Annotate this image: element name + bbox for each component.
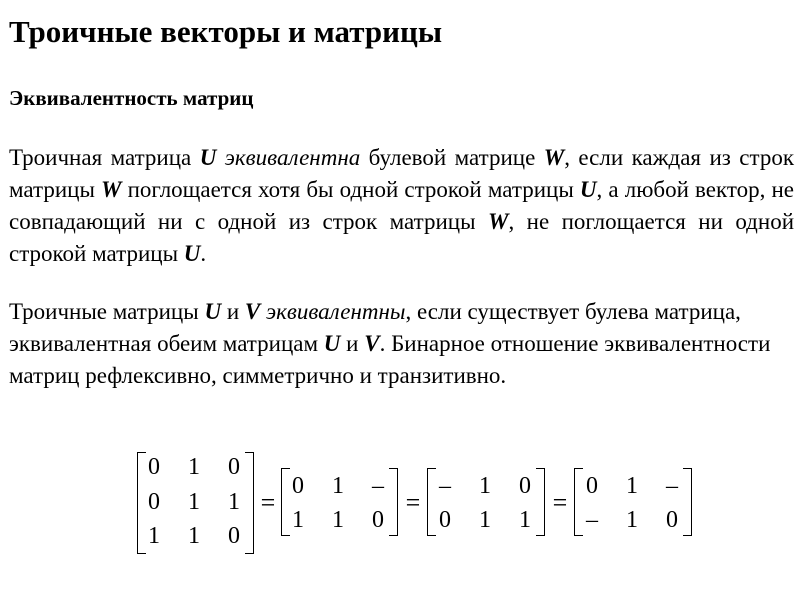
text-segment: W [101,177,122,202]
matrix-cell: 1 [626,507,638,533]
text-segment: , не поглощается ни одной строкой матрицы [9,209,794,266]
text-segment: V [364,331,380,356]
text-segment: W [543,145,565,170]
text-segment: . Бинарное отношение эквивалентности матриц рефлексивно, симметрично и транзитивно. [9,331,771,388]
matrix-cell: 0 [228,454,240,480]
text-segment: и [340,331,365,356]
matrix-cell: 1 [519,507,531,533]
text-segment: , если каждая из строк матрицы [9,145,794,202]
matrix-cell: 0 [148,454,160,480]
text-segment: булевой матрице [360,145,544,170]
text-segment: , если существует булева матрица, эквивалентная обеим матрицам [9,299,741,356]
text-segment: U [204,299,222,324]
matrix-cell: 0 [228,523,240,549]
matrix-cell: 1 [188,523,200,549]
equals-sign: = [405,488,421,517]
matrix-1 [137,452,254,554]
text-segment: эквивалентна [224,145,361,170]
matrix-cell: 1 [188,489,200,515]
equals-sign: = [552,488,568,517]
section-subtitle: Эквивалентность матриц [9,86,254,110]
text-segment: U [199,145,217,170]
matrix-cell: – [586,507,598,533]
text-segment: U [323,331,341,356]
text-segment: U [579,177,597,202]
matrix-cell: 0 [666,507,678,533]
text-segment: U [183,241,201,266]
matrix-cell: 1 [479,473,491,499]
text-segment: , а любой вектор, не совпадающий ни с одной из строк матрицы [9,177,795,234]
matrix-cell: – [439,473,451,499]
matrix-cell: 1 [332,473,344,499]
matrix-4 [574,468,692,536]
text-segment: V [244,299,261,324]
matrix-cell: 1 [332,507,344,533]
matrix-cell: 0 [372,507,384,533]
matrix-cell: 0 [519,473,531,499]
matrix-cell: 1 [188,454,200,480]
matrix-2 [281,468,398,536]
matrix-cell: 1 [148,523,160,549]
slide-title: Троичные векторы и матрицы [9,14,443,49]
text-segment: Троичные матрицы [9,299,205,324]
text-segment: и [221,299,245,324]
matrix-cell: – [372,473,384,499]
matrix-cell: 1 [228,489,240,515]
matrix-cell: – [666,473,678,499]
matrix-cell: 1 [292,507,304,533]
text-segment: W [488,209,509,234]
text-segment: Троичная матрица [9,145,200,170]
matrix-cell: 0 [439,507,451,533]
text-segment: поглощается хотя бы одной строкой матрицы [121,177,580,202]
matrix-cell: 0 [148,489,160,515]
text-segment: . [200,241,207,266]
matrix-cell: 1 [479,507,491,533]
matrix-cell: 0 [292,473,304,499]
text-segment: эквивалентны [265,299,406,324]
matrix-cell: 1 [626,473,638,499]
matrix-cell: 0 [586,473,598,499]
equals-sign: = [260,488,276,517]
matrix-3 [427,468,545,536]
